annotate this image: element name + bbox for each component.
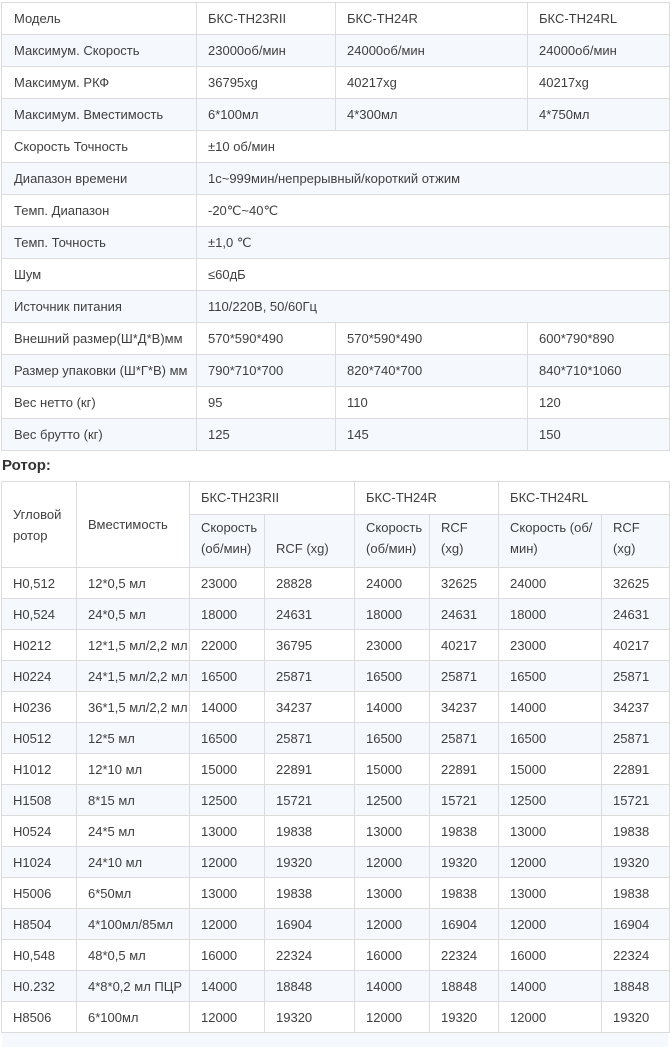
rcf-col-header: RCF (xg) (265, 515, 355, 568)
rotor-speed-value: 24000 (355, 568, 430, 599)
spec-row (2, 419, 670, 451)
speed-col-header: Скорость (об/мин) (355, 515, 430, 568)
rotor-header-group-row (2, 482, 670, 515)
rotor-capacity: 24*0,5 мл (77, 599, 190, 630)
spec-value: 790*710*700 (197, 355, 336, 387)
rotor-speed-value: 16500 (190, 723, 265, 754)
rotor-rcf-value: 15721 (265, 785, 355, 816)
rotor-rcf-value: 22324 (265, 940, 355, 971)
spec-row-label: Вес брутто (кг) (2, 419, 197, 451)
rotor-name: H0224 (2, 661, 77, 692)
rotor-capacity: 24*1,5 мл/2,2 мл (77, 661, 190, 692)
rotor-speed-value: 14000 (499, 692, 602, 723)
rotor-rcf-value: 40217 (602, 630, 670, 661)
rotor-row (2, 692, 670, 723)
rotor-rcf-value: 19320 (602, 1002, 670, 1033)
spec-value: 120 (528, 387, 670, 419)
spec-value: БКС-TH24RL (528, 3, 670, 35)
rotor-col-header: Угловой ротор (2, 482, 77, 568)
rotor-table-body (2, 568, 670, 1033)
rotor-rcf-value: 16904 (430, 909, 499, 940)
rotor-rcf-value: 19838 (265, 878, 355, 909)
spec-value: 150 (528, 419, 670, 451)
rotor-rcf-value: 22324 (430, 940, 499, 971)
spec-value: 23000об/мин (197, 35, 336, 67)
rotor-speed-value: 12000 (355, 847, 430, 878)
rotor-row (2, 940, 670, 971)
rotor-rcf-value: 22891 (430, 754, 499, 785)
rotor-speed-value: 12000 (355, 1002, 430, 1033)
rotor-name: H8504 (2, 909, 77, 940)
rotor-rcf-value: 32625 (602, 568, 670, 599)
spec-row-label: Вес нетто (кг) (2, 387, 197, 419)
rotor-row (2, 723, 670, 754)
rotor-rcf-value: 19320 (265, 847, 355, 878)
rotor-rcf-value: 28828 (265, 568, 355, 599)
spec-row (2, 67, 670, 99)
rotor-name: H0212 (2, 630, 77, 661)
spec-value: 820*740*700 (336, 355, 528, 387)
cut-off-row-sliver (2, 1033, 668, 1047)
rotor-rcf-value: 18848 (602, 971, 670, 1002)
rotor-row (2, 754, 670, 785)
rotor-speed-value: 16500 (355, 723, 430, 754)
spec-row-label: Скорость Точность (2, 131, 197, 163)
rotor-speed-value: 14000 (190, 692, 265, 723)
spec-row (2, 291, 670, 323)
rotor-rcf-value: 16904 (265, 909, 355, 940)
rotor-speed-value: 14000 (499, 971, 602, 1002)
spec-value: 840*710*1060 (528, 355, 670, 387)
rotor-speed-value: 13000 (190, 878, 265, 909)
rotor-rcf-value: 19838 (265, 816, 355, 847)
rotor-speed-value: 13000 (190, 816, 265, 847)
rotor-speed-value: 13000 (499, 816, 602, 847)
rotor-capacity: 12*5 мл (77, 723, 190, 754)
spec-value: ±10 об/мин (197, 131, 670, 163)
spec-table (1, 2, 670, 451)
spec-value: БКС-TH23RII (197, 3, 336, 35)
spec-value: 24000об/мин (528, 35, 670, 67)
spec-row (2, 195, 670, 227)
rotor-rcf-value: 19838 (430, 816, 499, 847)
rotor-rcf-value: 19838 (430, 878, 499, 909)
rotor-speed-value: 16000 (355, 940, 430, 971)
spec-row-label: Источник питания (2, 291, 197, 323)
rotor-name: H0.232 (2, 971, 77, 1002)
rotor-speed-value: 23000 (190, 568, 265, 599)
rotor-speed-value: 12000 (190, 909, 265, 940)
rotor-rcf-value: 32625 (430, 568, 499, 599)
rotor-speed-value: 12000 (499, 1002, 602, 1033)
rotor-name: H0524 (2, 816, 77, 847)
spec-value: 570*590*490 (336, 323, 528, 355)
rotor-row (2, 568, 670, 599)
rotor-capacity: 6*100мл (77, 1002, 190, 1033)
rotor-rcf-value: 24631 (430, 599, 499, 630)
spec-value: 40217xg (528, 67, 670, 99)
rotor-speed-value: 12000 (499, 909, 602, 940)
rotor-rcf-value: 24631 (602, 599, 670, 630)
rotor-speed-value: 13000 (355, 878, 430, 909)
rotor-speed-value: 15000 (355, 754, 430, 785)
rotor-speed-value: 14000 (355, 971, 430, 1002)
spec-value: 6*100мл (197, 99, 336, 131)
speed-col-header: Скорость (об/мин) (190, 515, 265, 568)
rotor-rcf-value: 19838 (602, 878, 670, 909)
spec-row-label: Модель (2, 3, 197, 35)
rotor-name: H1508 (2, 785, 77, 816)
spec-row (2, 3, 670, 35)
capacity-col-header: Вместимость (77, 482, 190, 568)
rotor-rcf-value: 19320 (602, 847, 670, 878)
rotor-speed-value: 12500 (355, 785, 430, 816)
rotor-speed-value: 14000 (190, 971, 265, 1002)
spec-row-label: Темп. Точность (2, 227, 197, 259)
rotor-speed-value: 16500 (499, 723, 602, 754)
rotor-rcf-value: 22891 (602, 754, 670, 785)
spec-value: 1с~999мин/непрерывный/короткий отжим (197, 163, 670, 195)
rotor-capacity: 36*1,5 мл/2,2 мл (77, 692, 190, 723)
spec-value: 145 (336, 419, 528, 451)
rotor-row (2, 909, 670, 940)
spec-row (2, 131, 670, 163)
rotor-rcf-value: 19320 (265, 1002, 355, 1033)
rotor-capacity: 24*5 мл (77, 816, 190, 847)
spec-value: 4*300мл (336, 99, 528, 131)
speed-col-header: Скорость (об/мин) (499, 515, 602, 568)
rotor-row (2, 847, 670, 878)
rotor-name: H0512 (2, 723, 77, 754)
rotor-speed-value: 16000 (190, 940, 265, 971)
rotor-table (1, 481, 670, 1033)
rotor-speed-value: 12000 (190, 847, 265, 878)
spec-table-body (2, 3, 670, 451)
spec-row (2, 99, 670, 131)
rotor-row (2, 661, 670, 692)
rotor-rcf-value: 25871 (265, 723, 355, 754)
rotor-capacity: 24*10 мл (77, 847, 190, 878)
rotor-capacity: 12*1,5 мл/2,2 мл (77, 630, 190, 661)
spec-row-label: Диапазон времени (2, 163, 197, 195)
rotor-rcf-value: 25871 (265, 661, 355, 692)
spec-row (2, 323, 670, 355)
rotor-rcf-value: 25871 (602, 661, 670, 692)
rotor-name: H0,512 (2, 568, 77, 599)
rotor-rcf-value: 16904 (602, 909, 670, 940)
rotor-name: H1024 (2, 847, 77, 878)
spec-row-label: Максимум. РКФ (2, 67, 197, 99)
rotor-speed-value: 18000 (355, 599, 430, 630)
rotor-rcf-value: 40217 (430, 630, 499, 661)
rotor-rcf-value: 22891 (265, 754, 355, 785)
spec-value: 4*750мл (528, 99, 670, 131)
rotor-speed-value: 18000 (499, 599, 602, 630)
rcf-col-header: RCF (xg) (430, 515, 499, 568)
spec-row (2, 355, 670, 387)
spec-value: 110/220В, 50/60Гц (197, 291, 670, 323)
rotor-speed-value: 24000 (499, 568, 602, 599)
rotor-speed-value: 23000 (355, 630, 430, 661)
rotor-row (2, 630, 670, 661)
spec-value: БКС-TH24R (336, 3, 528, 35)
spec-value: ≤60дБ (197, 259, 670, 291)
rotor-speed-value: 16000 (499, 940, 602, 971)
rotor-rcf-value: 25871 (430, 661, 499, 692)
spec-value: ±1,0 ℃ (197, 227, 670, 259)
rotor-rcf-value: 25871 (430, 723, 499, 754)
spec-value: 95 (197, 387, 336, 419)
rotor-name: H0,548 (2, 940, 77, 971)
spec-row-label: Шум (2, 259, 197, 291)
rotor-capacity: 48*0,5 мл (77, 940, 190, 971)
rotor-speed-value: 12500 (190, 785, 265, 816)
rcf-col-header: RCF (xg) (602, 515, 670, 568)
rotor-capacity: 8*15 мл (77, 785, 190, 816)
rotor-rcf-value: 34237 (265, 692, 355, 723)
rotor-rcf-value: 36795 (265, 630, 355, 661)
spec-row (2, 163, 670, 195)
rotor-rcf-value: 19838 (602, 816, 670, 847)
rotor-table-header (2, 482, 670, 568)
rotor-rcf-value: 15721 (602, 785, 670, 816)
rotor-speed-value: 12000 (355, 909, 430, 940)
spec-value: 125 (197, 419, 336, 451)
spec-value: 24000об/мин (336, 35, 528, 67)
rotor-name: H5006 (2, 878, 77, 909)
spec-row-label: Внешний размер(Ш*Д*В)мм (2, 323, 197, 355)
rotor-rcf-value: 34237 (430, 692, 499, 723)
rotor-speed-value: 12000 (190, 1002, 265, 1033)
rotor-speed-value: 16500 (499, 661, 602, 692)
rotor-rcf-value: 18848 (265, 971, 355, 1002)
rotor-rcf-value: 22324 (602, 940, 670, 971)
rotor-speed-value: 16500 (190, 661, 265, 692)
rotor-rcf-value: 15721 (430, 785, 499, 816)
rotor-row (2, 599, 670, 630)
spec-row-label: Максимум. Вместимость (2, 99, 197, 131)
spec-value: 600*790*890 (528, 323, 670, 355)
rotor-name: H0236 (2, 692, 77, 723)
rotor-speed-value: 16500 (355, 661, 430, 692)
spec-row (2, 35, 670, 67)
model-group-header: БКС-TH24RL (499, 482, 670, 515)
rotor-row (2, 1002, 670, 1033)
spec-row-label: Максимум. Скорость (2, 35, 197, 67)
spec-value: 110 (336, 387, 528, 419)
rotor-rcf-value: 24631 (265, 599, 355, 630)
rotor-section-heading: Ротор: (2, 457, 51, 474)
spec-row-label: Размер упаковки (Ш*Г*В) мм (2, 355, 197, 387)
rotor-row (2, 971, 670, 1002)
spec-row (2, 259, 670, 291)
rotor-name: H1012 (2, 754, 77, 785)
rotor-speed-value: 22000 (190, 630, 265, 661)
rotor-capacity: 12*10 мл (77, 754, 190, 785)
rotor-rcf-value: 25871 (602, 723, 670, 754)
rotor-speed-value: 15000 (499, 754, 602, 785)
model-group-header: БКС-TH23RII (190, 482, 355, 515)
rotor-rcf-value: 34237 (602, 692, 670, 723)
rotor-speed-value: 18000 (190, 599, 265, 630)
rotor-capacity: 4*8*0,2 мл ПЦР (77, 971, 190, 1002)
rotor-speed-value: 12000 (499, 847, 602, 878)
spec-value: 36795xg (197, 67, 336, 99)
model-group-header: БКС-TH24R (355, 482, 499, 515)
rotor-speed-value: 15000 (190, 754, 265, 785)
spec-row (2, 387, 670, 419)
rotor-speed-value: 23000 (499, 630, 602, 661)
rotor-rcf-value: 19320 (430, 1002, 499, 1033)
rotor-rcf-value: 18848 (430, 971, 499, 1002)
rotor-row (2, 785, 670, 816)
spec-value: 40217xg (336, 67, 528, 99)
rotor-name: H0,524 (2, 599, 77, 630)
rotor-capacity: 4*100мл/85мл (77, 909, 190, 940)
rotor-name: H8506 (2, 1002, 77, 1033)
spec-row-label: Темп. Диапазон (2, 195, 197, 227)
spec-row (2, 227, 670, 259)
rotor-capacity: 6*50мл (77, 878, 190, 909)
spec-value: 570*590*490 (197, 323, 336, 355)
rotor-capacity: 12*0,5 мл (77, 568, 190, 599)
rotor-speed-value: 13000 (355, 816, 430, 847)
rotor-row (2, 816, 670, 847)
rotor-speed-value: 12500 (499, 785, 602, 816)
rotor-speed-value: 13000 (499, 878, 602, 909)
rotor-speed-value: 14000 (355, 692, 430, 723)
rotor-rcf-value: 19320 (430, 847, 499, 878)
spec-value: -20℃~40℃ (197, 195, 670, 227)
